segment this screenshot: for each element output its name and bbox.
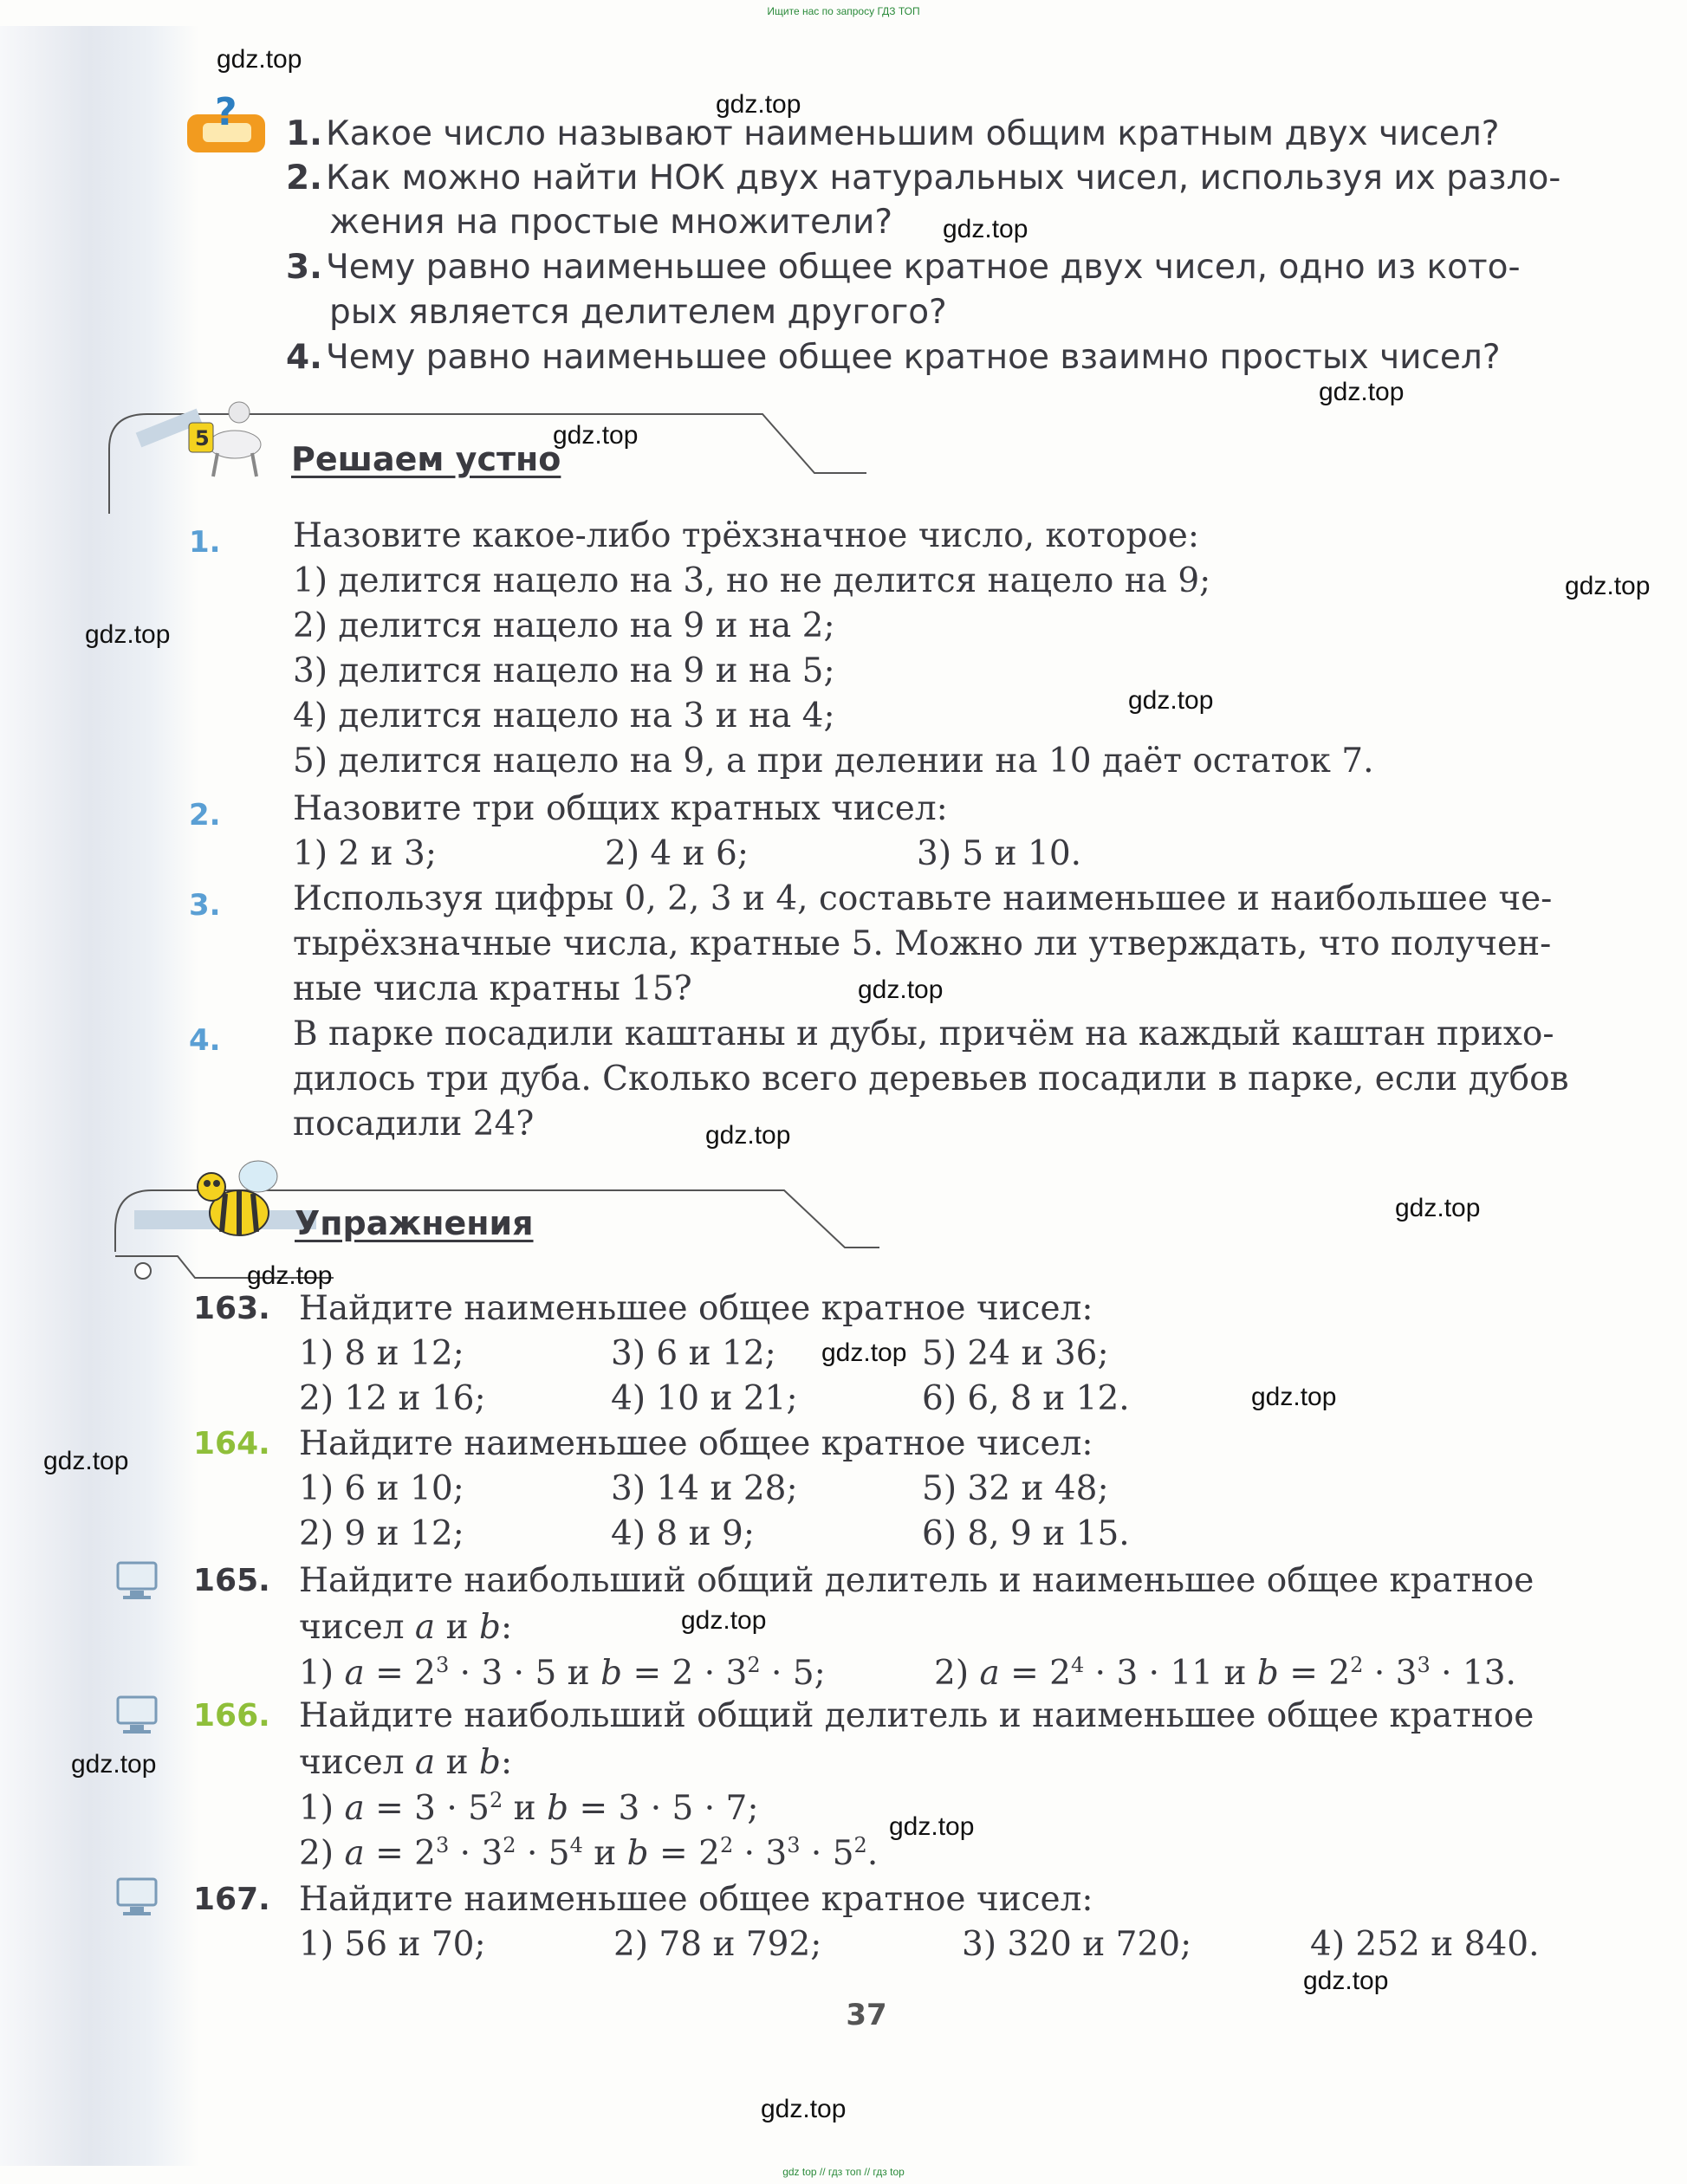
question-2: 2. Как можно найти НОК двух натуральных чисел, используя их разло- bbox=[286, 159, 1561, 198]
watermark: gdz.top bbox=[247, 1261, 333, 1290]
watermark: gdz.top bbox=[1565, 572, 1651, 600]
oral-task-line: 3) делится нацело на 9 и на 5; bbox=[293, 651, 835, 690]
exercise-text-line: чисел a и b: bbox=[299, 1743, 513, 1782]
exercise-item: 3) 14 и 28; bbox=[611, 1469, 798, 1508]
watermark: gdz.top bbox=[1128, 686, 1214, 715]
exercise-item: 1) 8 и 12; bbox=[299, 1334, 464, 1373]
header-note: Ищите нас по запросу ГДЗ ТОП bbox=[767, 5, 920, 17]
watermark: gdz.top bbox=[217, 45, 302, 74]
oral-task-line: Назовите три общих кратных чисел: bbox=[293, 789, 948, 828]
exercise-item: 4) 8 и 9; bbox=[611, 1514, 755, 1553]
exercise-item: 4) 252 и 840. bbox=[1310, 1925, 1540, 1964]
oral-task-number: 3. bbox=[189, 888, 221, 923]
oral-task-line: ные числа кратны 15? bbox=[293, 969, 692, 1008]
oral-section-title: Решаем устно bbox=[291, 440, 561, 478]
exercise-item: 1) $a = 3 \cdot 5^2$ и b = 3 · 5 · 7; bbox=[299, 1788, 759, 1828]
svg-text:?: ? bbox=[215, 90, 237, 134]
question-3-continued: рых является делителем другого? bbox=[329, 293, 947, 332]
oral-task-number: 2. bbox=[189, 798, 221, 833]
oral-task-line: 2) делится нацело на 9 и на 2; bbox=[293, 606, 835, 645]
exercise-item: 2) $a = 2^3 \cdot 3^2 \cdot 5^4$ и $b = 2^2 \cdot 3^3 \cdot 5^2$. bbox=[299, 1833, 879, 1873]
oral-task-line: посадили 24? bbox=[293, 1105, 535, 1144]
exercise-item: 1) $a = 2^3 \cdot 3 \cdot 5$ и $b = 2 \cdot 3^2 \cdot 5$; bbox=[299, 1653, 826, 1693]
watermark: gdz.top bbox=[71, 1750, 157, 1779]
watermark: gdz.top bbox=[553, 421, 639, 450]
exercise-text: Найдите наибольший общий делитель и наименьшее общее кратное bbox=[299, 1696, 1535, 1735]
oral-task-line: 5) делится нацело на 9, а при делении на 10 даёт остаток 7. bbox=[293, 742, 1374, 781]
exercise-item: 3) 320 и 720; bbox=[962, 1925, 1192, 1964]
exercise-item: 2) 9 и 12; bbox=[299, 1514, 464, 1553]
oral-task-item: 2) 4 и 6; bbox=[605, 834, 749, 873]
exercise-item: 5) 32 и 48; bbox=[922, 1469, 1109, 1508]
computer-icon bbox=[114, 1876, 163, 1919]
watermark: gdz.top bbox=[821, 1338, 907, 1367]
computer-icon bbox=[114, 1694, 163, 1737]
question-4: 4. Чему равно наименьшее общее кратное взаимно простых чисел? bbox=[286, 338, 1501, 377]
watermark: gdz.top bbox=[761, 2095, 847, 2123]
oral-task-line: Используя цифры 0, 2, 3 и 4, составьте наименьшее и наибольшее че- bbox=[293, 879, 1553, 918]
watermark: gdz.top bbox=[85, 620, 171, 649]
computer-icon bbox=[114, 1559, 163, 1603]
watermark: gdz.top bbox=[43, 1447, 129, 1475]
oral-task-line: Назовите какое-либо трёхзначное число, которое: bbox=[293, 516, 1199, 555]
bee-mascot-icon bbox=[187, 1152, 291, 1248]
oral-task-line: тырёхзначные числа, кратные 5. Можно ли утверждать, что получен- bbox=[293, 924, 1552, 963]
exercise-number: 164. bbox=[193, 1426, 270, 1461]
watermark: gdz.top bbox=[889, 1812, 975, 1841]
watermark: gdz.top bbox=[858, 975, 944, 1004]
exercise-number: 166. bbox=[193, 1698, 270, 1734]
oral-task-line: 1) делится нацело на 3, но не делится нацело на 9; bbox=[293, 561, 1211, 600]
oral-task-number: 1. bbox=[189, 525, 221, 560]
footer-note: gdz top // гдз топ // гдз top bbox=[782, 2166, 905, 2178]
exercise-item: 2) $a = 2^4 \cdot 3 \cdot 11$ и $b = 2^2 \cdot 3^3 \cdot 13$. bbox=[934, 1653, 1516, 1693]
watermark: gdz.top bbox=[716, 90, 801, 119]
oral-task-line: дилось три дуба. Сколько всего деревьев посадили в парке, если дубов bbox=[293, 1060, 1569, 1098]
question-icon bbox=[184, 88, 270, 158]
exercise-text: Найдите наименьшее общее кратное чисел: bbox=[299, 1289, 1093, 1328]
exercise-text: Найдите наибольший общий делитель и наименьшее общее кратное bbox=[299, 1561, 1535, 1600]
book-spine-shadow bbox=[0, 26, 199, 2166]
exercise-item: 5) 24 и 36; bbox=[922, 1334, 1109, 1373]
badge-number: 5 bbox=[195, 426, 210, 450]
exercise-item: 6) 8, 9 и 15. bbox=[922, 1514, 1130, 1553]
exercise-text-line: чисел a и b: bbox=[299, 1608, 513, 1647]
exercise-item: 2) 12 и 16; bbox=[299, 1379, 486, 1418]
question-2-continued: жения на простые множители? bbox=[329, 203, 893, 242]
exercise-text: Найдите наименьшее общее кратное чисел: bbox=[299, 1424, 1093, 1463]
exercise-item: 3) 6 и 12; bbox=[611, 1334, 776, 1373]
exercise-number: 167. bbox=[193, 1882, 270, 1917]
oral-task-number: 4. bbox=[189, 1023, 221, 1058]
watermark: gdz.top bbox=[681, 1606, 767, 1635]
watermark: gdz.top bbox=[1251, 1383, 1337, 1411]
exercise-item: 1) 6 и 10; bbox=[299, 1469, 464, 1508]
oral-task-item: 3) 5 и 10. bbox=[917, 834, 1082, 873]
page-number: 37 bbox=[846, 1998, 887, 2032]
exercise-item: 1) 56 и 70; bbox=[299, 1925, 486, 1964]
oral-task-item: 1) 2 и 3; bbox=[293, 834, 437, 873]
oral-task-line: В парке посадили каштаны и дубы, причём на каждый каштан прихо- bbox=[293, 1014, 1554, 1053]
question-1: 1. Какое число называют наименьшим общим кратным двух чисел? bbox=[286, 114, 1500, 153]
exercise-text: Найдите наименьшее общее кратное чисел: bbox=[299, 1880, 1093, 1919]
exercises-section-title: Упражнения bbox=[295, 1204, 534, 1242]
question-3: 3. Чему равно наименьшее общее кратное двух чисел, одно из кото- bbox=[286, 248, 1521, 287]
watermark: gdz.top bbox=[1395, 1194, 1481, 1222]
exercise-item: 2) 78 и 792; bbox=[613, 1925, 822, 1964]
watermark: gdz.top bbox=[705, 1121, 791, 1150]
watermark: gdz.top bbox=[943, 215, 1028, 243]
poodle-mascot-icon bbox=[187, 397, 274, 483]
watermark: gdz.top bbox=[1319, 378, 1405, 406]
exercise-item: 6) 6, 8 и 12. bbox=[922, 1379, 1130, 1418]
exercise-number: 163. bbox=[193, 1291, 270, 1326]
oral-task-line: 4) делится нацело на 3 и на 4; bbox=[293, 697, 835, 736]
watermark: gdz.top bbox=[1303, 1967, 1389, 1995]
exercise-number: 165. bbox=[193, 1563, 270, 1598]
exercise-item: 4) 10 и 21; bbox=[611, 1379, 798, 1418]
